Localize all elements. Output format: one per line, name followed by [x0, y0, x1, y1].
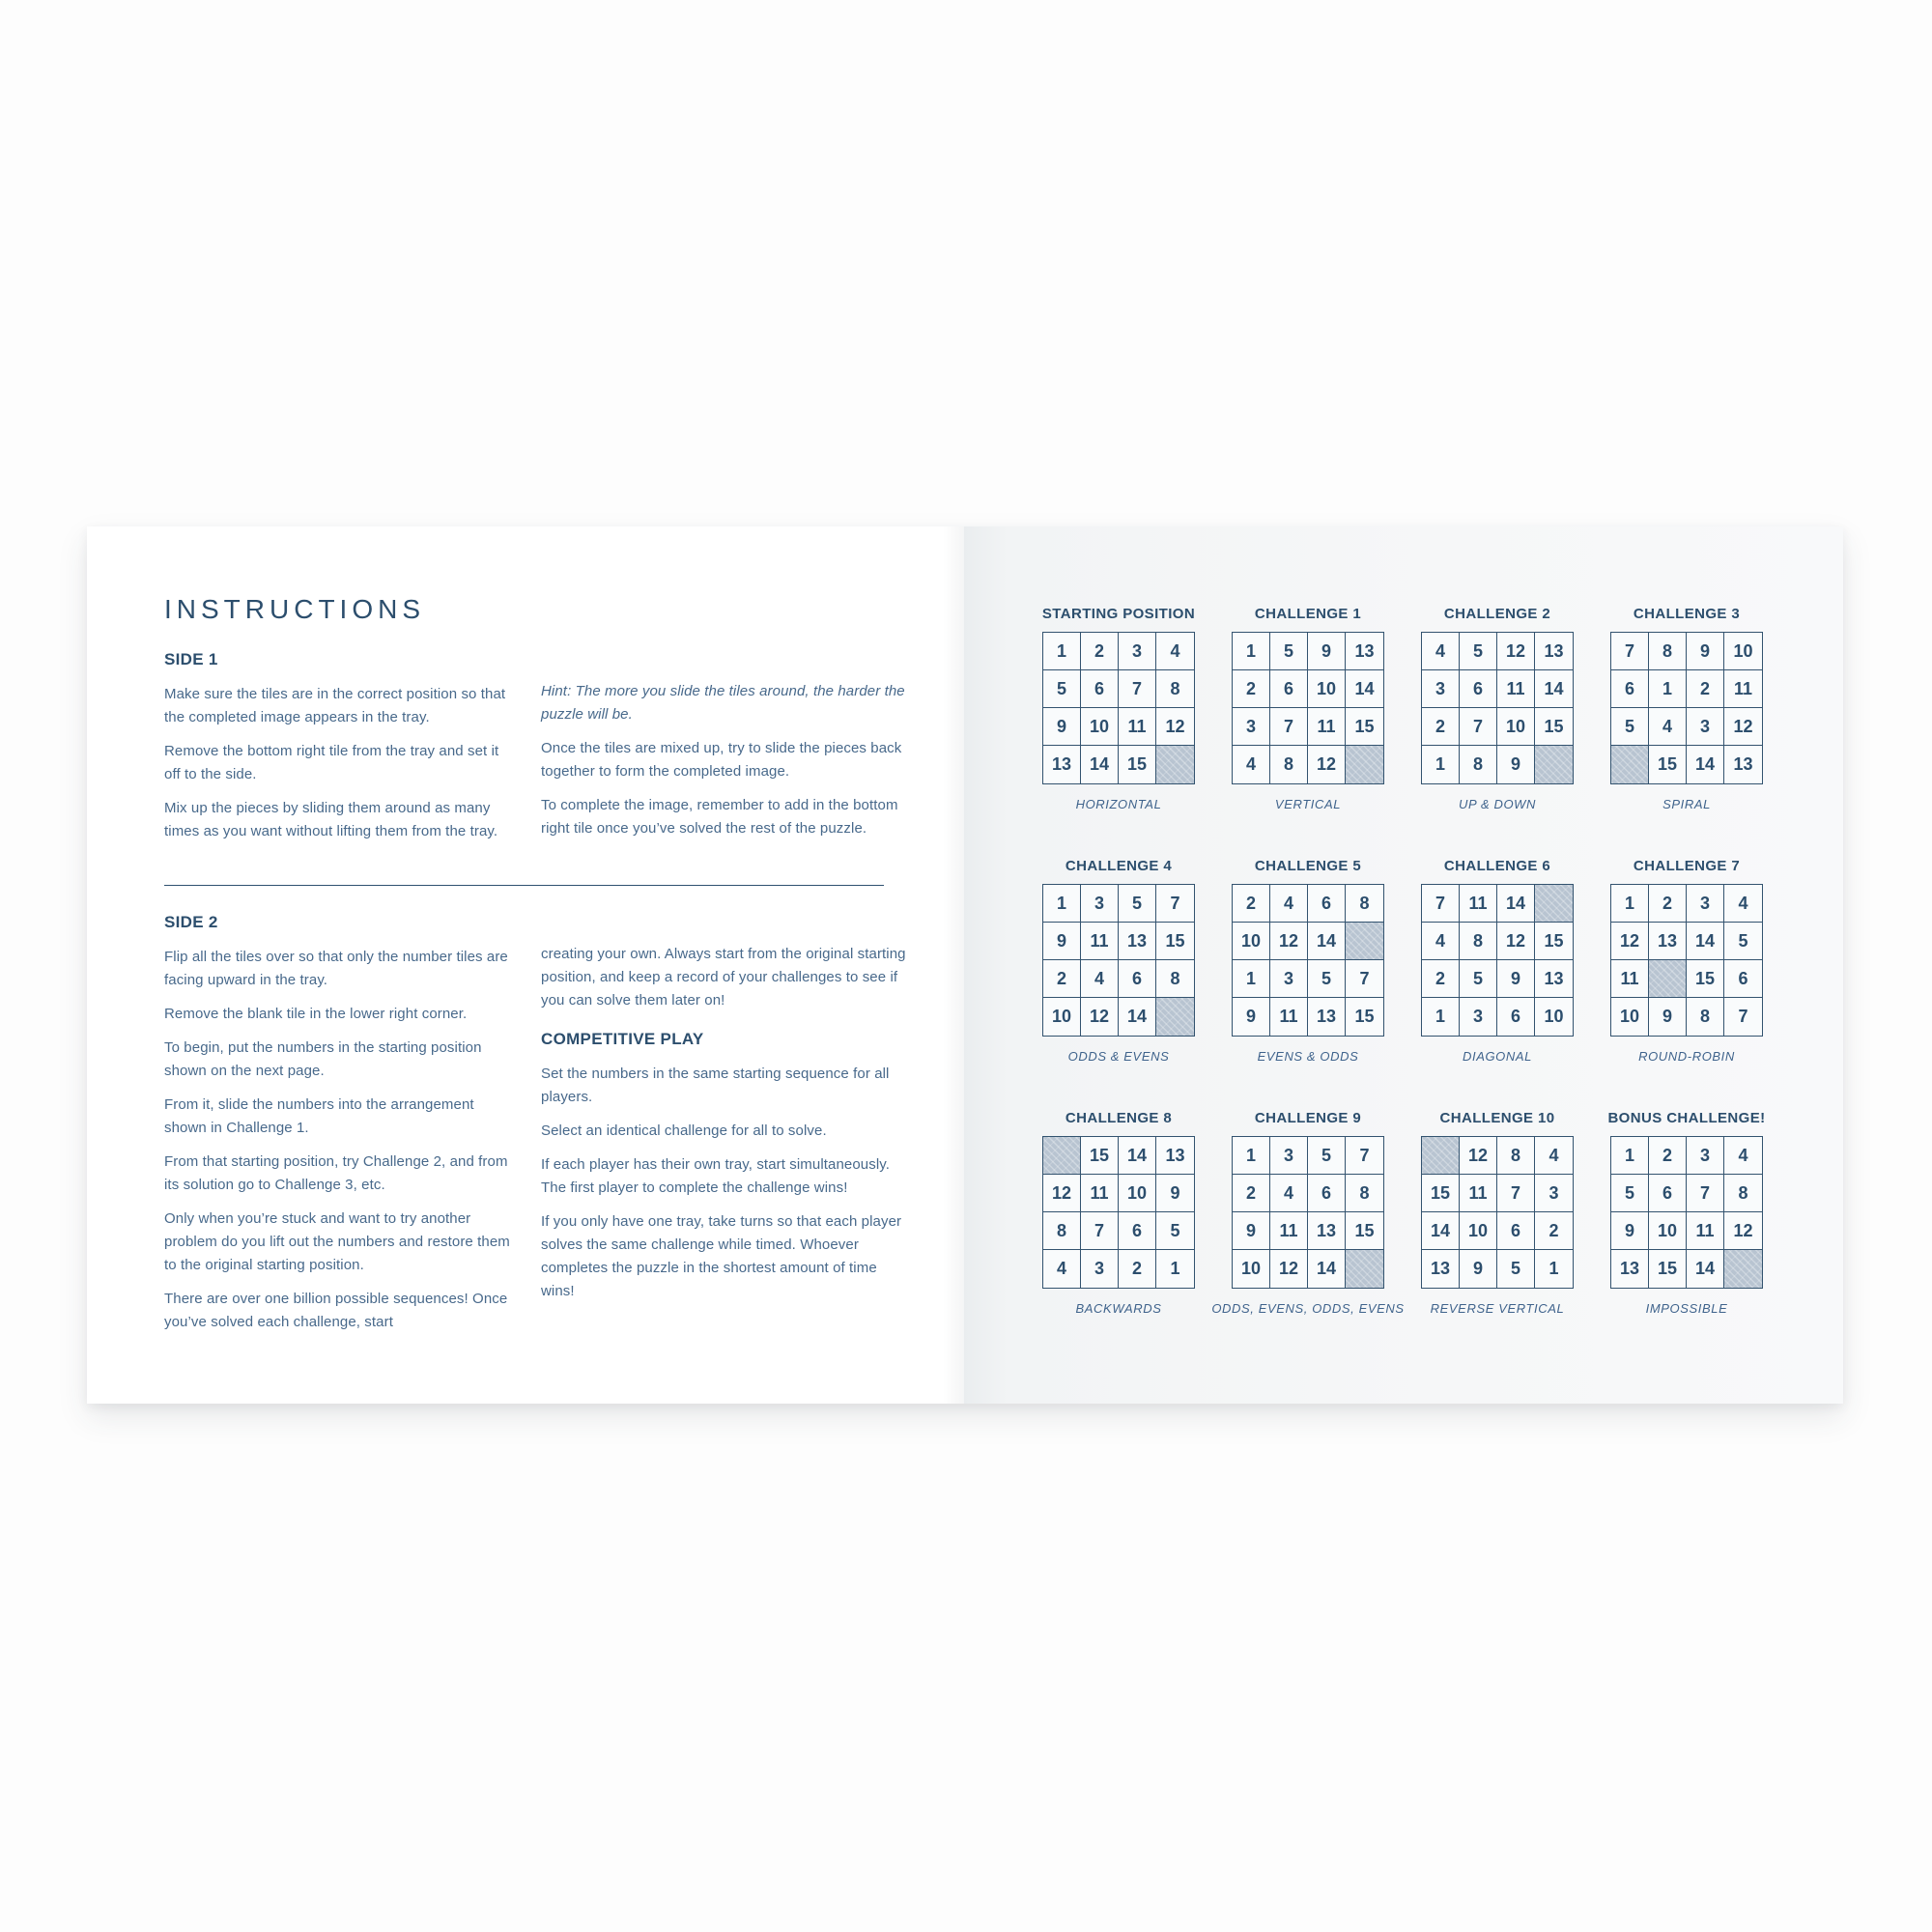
puzzle-tile: 2: [1119, 1250, 1156, 1288]
blank-tile: [1346, 1250, 1383, 1288]
side2-column-left: [164, 913, 512, 1345]
puzzle-tile: 12: [1156, 708, 1194, 746]
paragraph: Remove the bottom right tile from the tray and set it off to the side.: [164, 743, 499, 782]
competitive-play-heading: COMPETITIVE PLAY: [541, 1030, 704, 1048]
puzzle-card: [1229, 606, 1387, 811]
puzzle-title: CHALLENGE 2: [1443, 606, 1551, 622]
puzzle-card: [1607, 858, 1766, 1064]
puzzle-tile: 1: [1043, 885, 1081, 923]
puzzle-tile: 7: [1119, 670, 1156, 708]
puzzle-tile: 11: [1460, 1175, 1497, 1212]
puzzle-tile: 5: [1308, 960, 1346, 998]
puzzle-tile: 12: [1270, 923, 1308, 960]
paragraph: If each player has their own tray, start simultaneously. The first player to complete the challenge wins!: [541, 1156, 891, 1196]
blank-tile: [1724, 1250, 1762, 1288]
puzzle-tile: 10: [1649, 1212, 1687, 1250]
puzzle-tile: 8: [1687, 998, 1724, 1036]
puzzle-tile: 15: [1649, 1250, 1687, 1288]
side2-section: [164, 913, 906, 1345]
puzzle-tile: 1: [1611, 885, 1649, 923]
puzzle-tile: 9: [1233, 998, 1270, 1036]
puzzle-tile: 9: [1687, 633, 1724, 670]
puzzle-tile: 11: [1687, 1212, 1724, 1250]
puzzle-grid: [1421, 632, 1574, 784]
puzzle-tile: 12: [1308, 746, 1346, 783]
puzzle-tile: 6: [1724, 960, 1762, 998]
instructions-page: [87, 526, 964, 1404]
puzzle-tile: 13: [1422, 1250, 1460, 1288]
puzzle-tile: 14: [1422, 1212, 1460, 1250]
puzzle-tile: 8: [1346, 885, 1383, 923]
puzzle-tile: 1: [1233, 960, 1270, 998]
puzzle-tile: 15: [1535, 923, 1573, 960]
blank-tile: [1156, 746, 1194, 783]
puzzle-tile: 7: [1156, 885, 1194, 923]
puzzle-tile: 8: [1460, 746, 1497, 783]
puzzle-tile: 10: [1611, 998, 1649, 1036]
blank-tile: [1611, 746, 1649, 783]
puzzle-grid: [1610, 1136, 1763, 1289]
puzzle-tile: 1: [1233, 1137, 1270, 1175]
page-title: INSTRUCTIONS: [164, 594, 425, 624]
puzzle-tile: 8: [1043, 1212, 1081, 1250]
puzzle-tile: 14: [1535, 670, 1573, 708]
puzzle-tile: 12: [1611, 923, 1649, 960]
puzzle-grid-section: [1039, 606, 1766, 1316]
puzzle-title: CHALLENGE 1: [1254, 606, 1362, 622]
puzzle-tile: 5: [1611, 1175, 1649, 1212]
puzzle-tile: 7: [1687, 1175, 1724, 1212]
puzzle-tile: 11: [1724, 670, 1762, 708]
puzzle-tile: 9: [1460, 1250, 1497, 1288]
blank-tile: [1649, 960, 1687, 998]
puzzle-tile: 14: [1346, 670, 1383, 708]
competitive-play-paragraphs: [541, 1063, 906, 1303]
side1-heading: SIDE 1: [164, 650, 218, 668]
puzzle-grid: [1042, 632, 1195, 784]
puzzle-tile: 10: [1119, 1175, 1156, 1212]
puzzle-tile: 7: [1270, 708, 1308, 746]
paragraph: Set the numbers in the same starting sequence for all players.: [541, 1065, 890, 1105]
puzzle-tile: 1: [1233, 633, 1270, 670]
puzzle-tile: 9: [1156, 1175, 1194, 1212]
blank-tile: [1535, 746, 1573, 783]
puzzle-variant-label: SPIRAL: [1662, 797, 1711, 811]
puzzle-tile: 10: [1308, 670, 1346, 708]
puzzle-tile: 4: [1156, 633, 1194, 670]
blank-tile: [1043, 1137, 1081, 1175]
puzzle-tile: 5: [1043, 670, 1081, 708]
puzzle-tile: 2: [1687, 670, 1724, 708]
puzzle-variant-label: DIAGONAL: [1463, 1049, 1532, 1064]
puzzle-tile: 1: [1422, 746, 1460, 783]
puzzle-tile: 8: [1724, 1175, 1762, 1212]
puzzle-tile: 7: [1738, 1007, 1748, 1026]
puzzle-tile: 6: [1119, 1212, 1156, 1250]
puzzle-tile: 1: [1611, 1137, 1649, 1175]
blank-tile: [1346, 746, 1383, 783]
puzzle-grid: [1042, 1136, 1195, 1289]
puzzle-tile: 5: [1724, 923, 1762, 960]
puzzle-tile: 4: [1233, 746, 1270, 783]
puzzle-tile: 3: [1270, 1137, 1308, 1175]
side2-column-right: [541, 913, 906, 1314]
puzzle-tile: 9: [1649, 998, 1687, 1036]
section-divider: [164, 885, 884, 886]
puzzle-tile: 1: [1422, 998, 1460, 1036]
puzzle-grid: [1610, 632, 1763, 784]
puzzle-variant-label: REVERSE VERTICAL: [1430, 1301, 1565, 1316]
puzzle-tile: 10: [1233, 923, 1270, 960]
puzzle-variant-label: ODDS & EVENS: [1067, 1049, 1170, 1064]
puzzle-tile: 3: [1233, 708, 1270, 746]
puzzle-grid: [1232, 1136, 1384, 1289]
puzzle-tile: 12: [1460, 1137, 1497, 1175]
puzzle-tile: 6: [1081, 670, 1119, 708]
puzzle-tile: 1: [1043, 633, 1081, 670]
puzzle-tile: 4: [1422, 633, 1460, 670]
side1-paragraphs-right: [541, 737, 906, 840]
puzzle-variant-label: IMPOSSIBLE: [1645, 1301, 1728, 1316]
puzzle-tile: 14: [1119, 1137, 1156, 1175]
puzzle-card: [1211, 1110, 1405, 1316]
puzzle-tile: 7: [1081, 1212, 1119, 1250]
puzzle-tile: 11: [1497, 670, 1535, 708]
puzzle-variant-label: EVENS & ODDS: [1257, 1049, 1359, 1064]
puzzle-tile: 5: [1611, 708, 1649, 746]
paragraph: From it, slide the numbers into the arrangement shown in Challenge 1.: [164, 1096, 474, 1136]
puzzle-tile: 4: [1270, 885, 1308, 923]
puzzle-tile: 12: [1497, 923, 1535, 960]
puzzle-variant-label: VERTICAL: [1274, 797, 1342, 811]
puzzle-tile: 5: [1308, 1137, 1346, 1175]
puzzle-tile: 2: [1233, 885, 1270, 923]
puzzle-tile: 12: [1724, 708, 1762, 746]
puzzle-tile: 10: [1724, 633, 1762, 670]
puzzle-tile: 2: [1233, 670, 1270, 708]
puzzle-tile: 15: [1422, 1175, 1460, 1212]
paragraph: Select an identical challenge for all to solve.: [541, 1122, 827, 1139]
puzzle-tile: 6: [1649, 1175, 1687, 1212]
puzzle-tile: 15: [1687, 960, 1724, 998]
puzzle-title: CHALLENGE 6: [1443, 858, 1551, 874]
booklet-spread: [87, 526, 1843, 1404]
puzzle-tile: 10: [1497, 708, 1535, 746]
side2-continuation-paragraph: creating your own. Always start from the original starting position, and keep a record of your challenges to see if you can solve them later on!: [541, 946, 906, 1009]
puzzle-tile: 2: [1535, 1212, 1573, 1250]
blank-tile: [1535, 885, 1573, 923]
puzzle-tile: 2: [1422, 708, 1460, 746]
puzzle-tile: 3: [1460, 998, 1497, 1036]
puzzle-tile: 8: [1649, 633, 1687, 670]
puzzle-tile: 11: [1081, 1175, 1119, 1212]
puzzle-grid: [1042, 884, 1195, 1037]
puzzle-tile: 13: [1535, 633, 1573, 670]
puzzle-tile: 12: [1270, 1250, 1308, 1288]
puzzle-tile: 10: [1460, 1212, 1497, 1250]
puzzle-tile: 13: [1535, 960, 1573, 998]
puzzle-tile: 2: [1233, 1175, 1270, 1212]
puzzle-tile: 8: [1497, 1137, 1535, 1175]
puzzle-title: BONUS CHALLENGE!: [1607, 1110, 1766, 1126]
puzzle-tile: 4: [1270, 1175, 1308, 1212]
paragraph: Remove the blank tile in the lower right corner.: [164, 1006, 468, 1022]
puzzle-tile: 8: [1156, 960, 1194, 998]
puzzle-tile: 9: [1497, 746, 1535, 783]
puzzle-tile: 7: [1346, 1137, 1383, 1175]
puzzle-tile: 13: [1611, 1250, 1649, 1288]
puzzle-title: CHALLENGE 4: [1065, 858, 1173, 874]
puzzle-tile: 8: [1270, 746, 1308, 783]
blank-tile: [1422, 1137, 1460, 1175]
puzzle-tile: 1: [1649, 670, 1687, 708]
puzzle-tile: 3: [1270, 960, 1308, 998]
puzzle-tile: 11: [1119, 708, 1156, 746]
puzzle-tile: 11: [1460, 885, 1497, 923]
puzzle-tile: 14: [1308, 1250, 1346, 1288]
puzzle-tile: 15: [1649, 746, 1687, 783]
puzzle-tile: 13: [1308, 998, 1346, 1036]
puzzle-tile: 15: [1119, 746, 1156, 783]
puzzle-tile: 6: [1611, 670, 1649, 708]
paragraph: Make sure the tiles are in the correct position so that the completed image appears in the tray.: [164, 686, 506, 725]
puzzle-tile: 13: [1346, 633, 1383, 670]
puzzle-tile: 13: [1119, 923, 1156, 960]
puzzle-variant-label: HORIZONTAL: [1075, 797, 1162, 811]
puzzle-card: [1039, 606, 1198, 811]
puzzle-tile: 4: [1422, 923, 1460, 960]
paragraph: Once the tiles are mixed up, try to slide the pieces back together to form the completed image.: [541, 740, 902, 780]
puzzle-tile: 14: [1687, 746, 1724, 783]
puzzle-variant-label: UP & DOWN: [1458, 797, 1537, 811]
puzzle-tile: 15: [1535, 708, 1573, 746]
puzzle-card: [1418, 606, 1577, 811]
puzzle-title: CHALLENGE 3: [1633, 606, 1741, 622]
puzzle-tile: 4: [1043, 1250, 1081, 1288]
side1-column-left: [164, 650, 512, 854]
paragraph: Only when you’re stuck and want to try another problem do you lift out the numbers and restore them to the original starting position.: [164, 1210, 510, 1273]
puzzle-tile: 14: [1081, 746, 1119, 783]
puzzle-tile: 5: [1119, 885, 1156, 923]
puzzle-tile: 13: [1733, 754, 1753, 774]
puzzle-grid: [1421, 884, 1574, 1037]
puzzle-tile: 14: [1308, 923, 1346, 960]
puzzle-title: CHALLENGE 10: [1439, 1110, 1555, 1126]
puzzle-tile: 12: [1043, 1175, 1081, 1212]
puzzle-tile: 7: [1346, 960, 1383, 998]
puzzle-tile: 2: [1649, 1137, 1687, 1175]
paragraph: From that starting position, try Challenge 2, and from its solution go to Challenge 3, etc.: [164, 1153, 508, 1193]
puzzle-tile: 10: [1081, 708, 1119, 746]
puzzle-tile: 4: [1649, 708, 1687, 746]
puzzle-tile: 13: [1649, 923, 1687, 960]
paragraph: There are over one billion possible sequences! Once you’ve solved each challenge, start: [164, 1291, 508, 1330]
blank-tile: [1156, 998, 1194, 1036]
puzzle-tile: 6: [1497, 998, 1535, 1036]
puzzle-tile: 7: [1422, 885, 1460, 923]
puzzle-tile: 15: [1156, 923, 1194, 960]
paragraph: Flip all the tiles over so that only the number tiles are facing upward in the tray.: [164, 949, 508, 988]
puzzle-tile: 11: [1611, 960, 1649, 998]
side1-section: [164, 650, 906, 854]
puzzle-tile: 8: [1460, 923, 1497, 960]
puzzle-tile: 5: [1460, 633, 1497, 670]
puzzle-grid: [1232, 884, 1384, 1037]
paragraph: To begin, put the numbers in the starting position shown on the next page.: [164, 1039, 482, 1079]
puzzle-card: [1039, 1110, 1198, 1316]
puzzle-variant-label: BACKWARDS: [1075, 1301, 1162, 1316]
puzzle-tile: 3: [1081, 885, 1119, 923]
puzzle-tile: 7: [1611, 633, 1649, 670]
puzzle-tile: 10: [1043, 998, 1081, 1036]
puzzle-tile: 15: [1354, 1007, 1375, 1026]
puzzle-tile: 3: [1687, 1137, 1724, 1175]
puzzle-grid: [1421, 1136, 1574, 1289]
side2-paragraphs-left: [164, 946, 512, 1334]
puzzle-tile: 9: [1611, 1212, 1649, 1250]
puzzle-tile: 8: [1156, 670, 1194, 708]
puzzle-variant-label: ROUND-ROBIN: [1638, 1049, 1735, 1064]
puzzle-grid: [1232, 632, 1384, 784]
puzzle-card: [1607, 606, 1766, 811]
puzzle-tile: 3: [1687, 885, 1724, 923]
puzzle-tile: 14: [1687, 923, 1724, 960]
side1-paragraphs-left: [164, 683, 512, 843]
puzzle-tile: 2: [1081, 633, 1119, 670]
puzzle-tile: 5: [1270, 633, 1308, 670]
puzzle-tile: 9: [1043, 708, 1081, 746]
puzzle-tile: 12: [1497, 633, 1535, 670]
puzzle-tile: 13: [1156, 1137, 1194, 1175]
puzzle-tile: 11: [1270, 1212, 1308, 1250]
puzzle-tile: 6: [1308, 885, 1346, 923]
puzzle-tile: 9: [1308, 633, 1346, 670]
puzzle-title: CHALLENGE 7: [1633, 858, 1741, 874]
puzzle-tile: 15: [1081, 1137, 1119, 1175]
puzzle-tile: 3: [1081, 1250, 1119, 1288]
puzzle-title: STARTING POSITION: [1041, 606, 1196, 622]
puzzle-tile: 12: [1081, 998, 1119, 1036]
puzzle-tile: 3: [1535, 1175, 1573, 1212]
puzzle-title: CHALLENGE 9: [1254, 1110, 1362, 1126]
puzzle-card: [1039, 858, 1198, 1064]
puzzle-tile: 12: [1724, 1212, 1762, 1250]
paragraph: If you only have one tray, take turns so that each player solves the same challenge while timed. Whoever completes the puzzle in the shortest amount of time wins!: [541, 1213, 902, 1299]
challenges-page: [964, 526, 1843, 1404]
puzzle-tile: 2: [1043, 960, 1081, 998]
puzzle-tile: 7: [1460, 708, 1497, 746]
hint-paragraph: Hint: The more you slide the tiles around, the harder the puzzle will be.: [541, 683, 905, 723]
puzzle-tile: 3: [1687, 708, 1724, 746]
puzzle-tile: 15: [1346, 708, 1383, 746]
puzzle-tile: 11: [1308, 708, 1346, 746]
puzzle-tile: 9: [1497, 960, 1535, 998]
puzzle-tile: 2: [1422, 960, 1460, 998]
puzzle-title: CHALLENGE 8: [1065, 1110, 1173, 1126]
puzzle-card: [1229, 858, 1387, 1064]
puzzle-tile: 5: [1497, 1250, 1535, 1288]
puzzle-tile: 13: [1308, 1212, 1346, 1250]
puzzle-tile: 6: [1119, 960, 1156, 998]
puzzle-tile: 11: [1081, 923, 1119, 960]
paragraph: Mix up the pieces by sliding them around as many times as you want without lifting them from the tray.: [164, 800, 498, 839]
blank-tile: [1346, 923, 1383, 960]
puzzle-tile: 7: [1497, 1175, 1535, 1212]
puzzle-tile: 1: [1548, 1259, 1559, 1278]
puzzle-variant-label: ODDS, EVENS, ODDS, EVENS: [1211, 1301, 1405, 1316]
puzzle-tile: 13: [1043, 746, 1081, 783]
puzzle-tile: 14: [1497, 885, 1535, 923]
puzzle-tile: 3: [1422, 670, 1460, 708]
puzzle-tile: 10: [1544, 1007, 1564, 1026]
puzzle-tile: 8: [1346, 1175, 1383, 1212]
puzzle-card: [1418, 1110, 1577, 1316]
puzzle-tile: 5: [1156, 1212, 1194, 1250]
puzzle-card: [1418, 858, 1577, 1064]
paragraph: To complete the image, remember to add in the bottom right tile once you’ve solved the rest of the puzzle.: [541, 797, 898, 837]
puzzle-tile: 9: [1043, 923, 1081, 960]
puzzle-tile: 14: [1119, 998, 1156, 1036]
puzzle-grid: [1610, 884, 1763, 1037]
puzzle-tile: 14: [1687, 1250, 1724, 1288]
puzzle-tile: 6: [1460, 670, 1497, 708]
puzzle-tile: 9: [1233, 1212, 1270, 1250]
puzzle-tile: 6: [1308, 1175, 1346, 1212]
puzzle-tile: 4: [1081, 960, 1119, 998]
puzzle-tile: 4: [1535, 1137, 1573, 1175]
puzzle-tile: 4: [1724, 885, 1762, 923]
puzzle-tile: 6: [1497, 1212, 1535, 1250]
puzzle-tile: 5: [1460, 960, 1497, 998]
side1-column-right: [541, 650, 906, 851]
puzzle-tile: 15: [1346, 1212, 1383, 1250]
puzzle-tile: 3: [1119, 633, 1156, 670]
puzzle-tile: 10: [1233, 1250, 1270, 1288]
puzzle-tile: 11: [1270, 998, 1308, 1036]
puzzle-card: [1607, 1110, 1766, 1316]
puzzle-tile: 4: [1724, 1137, 1762, 1175]
puzzle-tile: 2: [1649, 885, 1687, 923]
side2-heading: SIDE 2: [164, 913, 218, 931]
puzzle-tile: 6: [1270, 670, 1308, 708]
puzzle-tile: 1: [1170, 1259, 1180, 1278]
puzzle-title: CHALLENGE 5: [1254, 858, 1362, 874]
